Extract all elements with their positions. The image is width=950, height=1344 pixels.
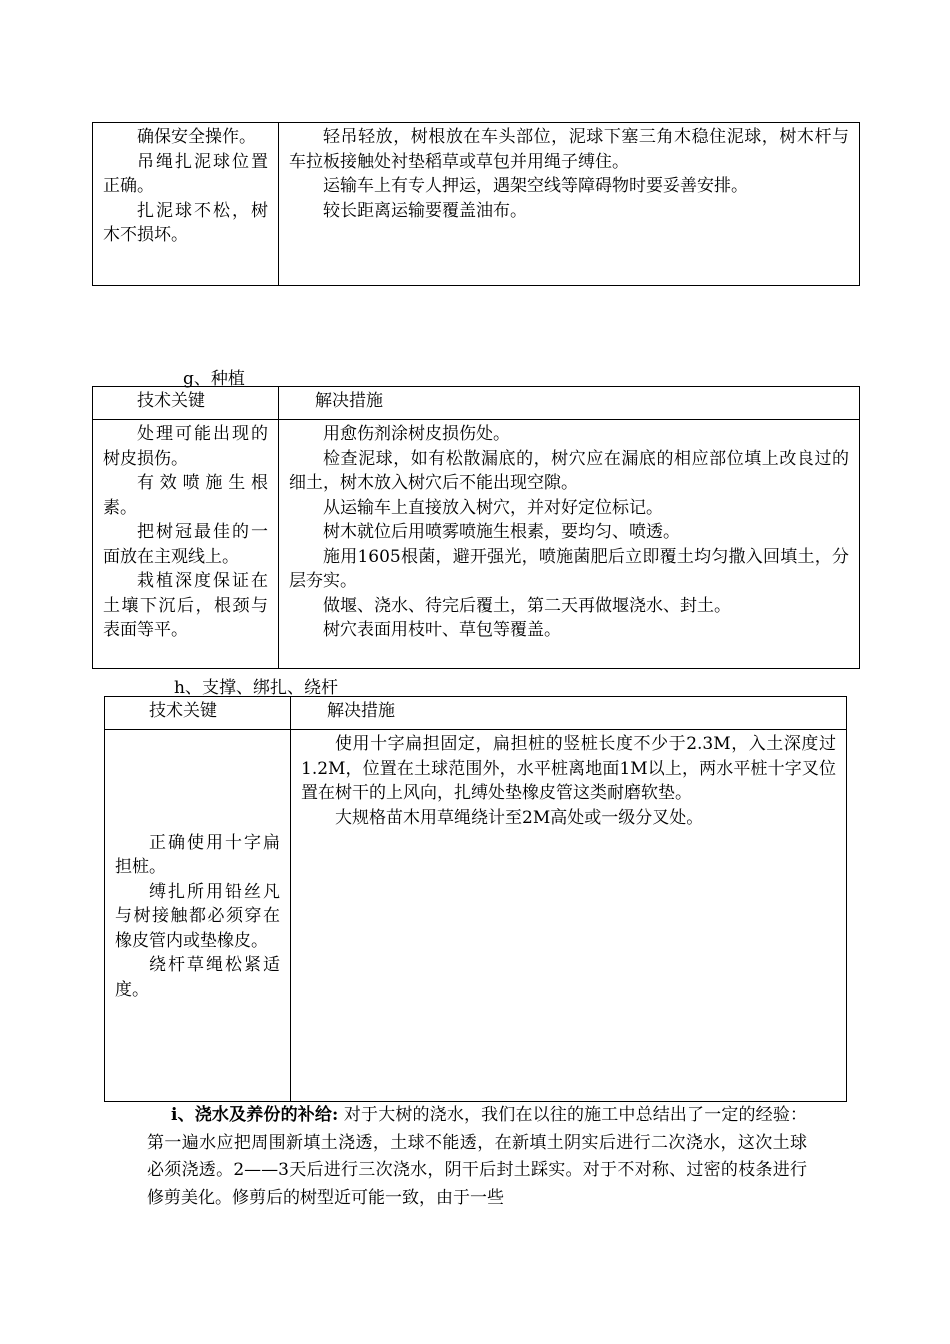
solution-item: 运输车上有专人押运，遇架空线等障碍物时要妥善安排。 (323, 176, 748, 196)
solution-item: 树木就位后用喷雾喷施生根素，要均匀、喷透。 (323, 522, 680, 542)
key-point: 有效喷施生根素。 (103, 473, 268, 518)
key-point: 缚扎所用铅丝凡与树接触都必须穿在橡皮管内或垫橡皮。 (115, 881, 280, 951)
solution-item: 大规格苗木用草绳绕计至2M高处或一级分叉处。 (335, 807, 704, 828)
section-g-label: g、种植 (183, 369, 245, 389)
solution-item: 轻吊轻放，树根放在车头部位，泥球下塞三角木稳住泥球，树木杆与车拉板接触处衬垫稻草或草包并用绳子缚住。 (289, 127, 849, 172)
key-point: 确保安全操作。 (137, 127, 256, 147)
key-point: 处理可能出现的树皮损伤。 (103, 424, 268, 469)
solution-item: 从运输车上直接放入树穴，并对好定位标记。 (323, 497, 663, 518)
solution-item: 树穴表面用枝叶、草包等覆盖。 (323, 620, 561, 640)
key-point: 正确使用十字扁担桩。 (115, 832, 280, 878)
solution-item: 较长距离运输要覆盖油布。 (323, 200, 527, 221)
solution-item: 用愈伤剂涂树皮损伤处。 (323, 424, 510, 444)
table-header-key: 技术关键 (93, 387, 279, 420)
key-points-cell (93, 123, 279, 286)
section-h-label: h、支撑、绑扎、绕杆 (174, 678, 338, 698)
key-point: 栽植深度保证在土壤下沉后，根颈与表面等平。 (103, 571, 268, 640)
key-point: 绕杆草绳松紧适度。 (115, 955, 280, 1000)
section-i-colon: : (332, 1105, 339, 1125)
solutions-cell (291, 730, 847, 1102)
solution-item: 使用十字扁担固定，扁担桩的竖桩长度不少于2.3M，入土深度过1.2M，位置在土球范围外，水平桩离地面1M以上，两水平桩十字叉位置在树干的上风向，扎缚处垫橡皮管这类耐磨软垫。 (301, 734, 836, 803)
solution-item: 检查泥球，如有松散漏底的，树穴应在漏底的相应部位填上改良过的细土，树木放入树穴后不能出现空隙。 (289, 448, 849, 493)
solution-item: 施用1605根菌，避开强光，喷施菌肥后立即覆土均匀撒入回填土，分层夯实。 (289, 546, 849, 591)
key-points-cell (93, 420, 279, 669)
key-point: 扎泥球不松，树木不损坏。 (103, 200, 268, 245)
table-header-key: 技术关键 (105, 697, 291, 730)
planting-table (92, 386, 860, 669)
solutions-cell (279, 420, 860, 669)
support-table (104, 696, 847, 1102)
table-header-solution: 解决措施 (279, 387, 860, 420)
section-i-title: i、浇水及养份的补给 (171, 1105, 333, 1125)
section-i-text: 对于大树的浇水，我们在以往的施工中总结出了一定的经验：第一遍水应把周围新填土浇透，土球不能透，在新填土阴实后进行二次浇水，这次土球必须浇透。2——3天后进行三次浇水，阴干后封土踩实。对于不对称、过密的枝条进行修剪美化。修剪后的树型近可能一致，由于一些 (147, 1105, 807, 1208)
table-header-solution: 解决措施 (291, 697, 847, 730)
solution-item: 做堰、浇水、待完后覆土，第二天再做堰浇水、封土。 (323, 595, 731, 616)
key-point: 把树冠最佳的一面放在主观线上。 (103, 522, 268, 567)
solutions-cell (279, 123, 860, 286)
transport-table (92, 122, 860, 286)
key-points-cell (105, 730, 291, 1102)
watering-paragraph (147, 1102, 807, 1212)
key-point: 吊绳扎泥球位置正确。 (103, 151, 268, 196)
